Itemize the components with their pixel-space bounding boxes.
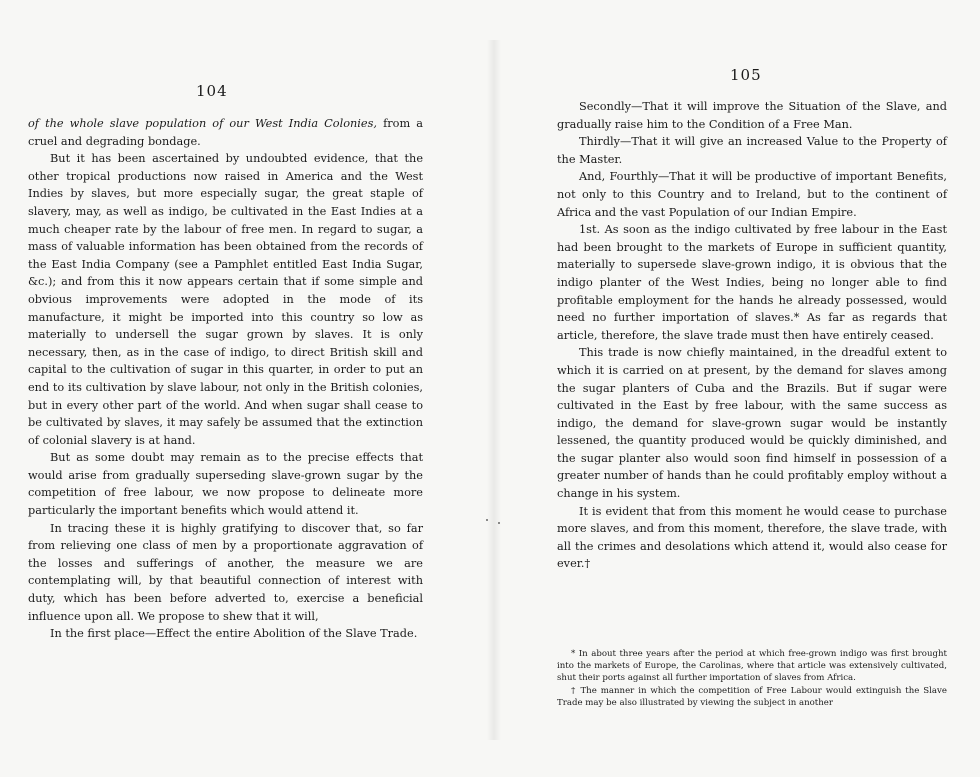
- page-number-left: 104: [196, 82, 228, 100]
- right-page-body: [557, 98, 947, 573]
- paragraph: 1st. As soon as the indigo cultivated by free labour in the East had been brought to the markets of Europe in sufficient quantity, materially to supersede slave-grown indigo, it is obvious that the indigo planter of the West Indies, being no longer able to find profitable employment for the hands he already possessed, would need no further importation of slaves.* As far as regards that article, therefore, the slave trade must then have entirely ceased.: [557, 223, 947, 342]
- footnote: * In about three years after the period at which free-grown indigo was first brought into the markets of Europe, the Carolinas, where that article was extensively cultivated, shut their ports against all further importation of slaves from Africa.: [557, 649, 947, 684]
- page-number-right: 105: [730, 66, 762, 84]
- opening-line: [28, 115, 423, 150]
- left-page-body: [28, 115, 423, 643]
- paragraph: This trade is now chiefly maintained, in the dreadful extent to which it is carried on at present, by the demand for slaves among the sugar planters of Cuba and the Brazils. But if sugar were cultivated in the East by free labour, with the same success as indigo, the demand for slave-grown sugar would be instantly lessened, the quantity produced would be quickly diminished, and the sugar planter also would soon find himself in possession of a greater number of hands than he could profitably employ without a change in his system.: [557, 346, 947, 501]
- paragraph: Thirdly—That it will give an increased Value to the Property of the Master.: [557, 135, 947, 166]
- speck: [498, 522, 500, 524]
- paragraph: In the first place—Effect the entire Abolition of the Slave Trade.: [50, 627, 418, 641]
- paragraph: It is evident that from this moment he would cease to purchase more slaves, and from this moment, therefore, the slave trade, with all the crimes and desolations which attend it, would also cease for ever.†: [557, 504, 947, 571]
- paragraph: In tracing these it is highly gratifying to discover that, so far from relieving one class of men by a proportionate aggravation of the losses and sufferings of another, the measure we are contemplating will, by that beautiful connection of interest with duty, which has been before adverted to, exercise a beneficial influence upon all. We propose to shew that it will,: [28, 521, 423, 623]
- paragraph: But it has been ascertained by undoubted evidence, that the other tropical productions now raised in America and the West Indies by slaves, but more especially sugar, the great staple of slavery, may, as well as indigo, be cultivated in the East Indies at a much cheaper rate by the labour of free men. In regard to sugar, a mass of valuable information has been obtained from the records of the East India Company (see a Pamphlet entitled East India Sugar, &c.); and from this it now appears certain that if some simple and obvious improvements were adopted in the mode of its manufacture, it might be imported into this country so low as materially to undersell the sugar grown by slaves. It is only necessary, then, as in the case of indigo, to direct British skill and capital to the cultivation of sugar in this quarter, in order to put an end to its cultivation by slave labour, not only in the British colonies, but in every other part of the world. And when sugar shall cease to be cultivated by slaves, it may safely be assumed that the extinction of colonial slavery is at hand.: [28, 152, 423, 447]
- footnote: † The manner in which the competition of Free Labour would extinguish the Slave Trade may be also illustrated by viewing the subject in another: [557, 685, 947, 708]
- book-gutter: [487, 40, 501, 740]
- paragraph: And, Fourthly—That it will be productive of important Benefits, not only to this Country and to Ireland, but to the continent of Africa and the vast Population of our Indian Empire.: [557, 170, 947, 219]
- paragraph: Secondly—That it will improve the Situation of the Slave, and gradually raise him to the Condition of a Free Man.: [557, 100, 947, 131]
- opening-rest: from a cruel and degrading bondage.: [28, 117, 423, 148]
- opening-italic: of the whole slave population of our West India Colonies,: [28, 117, 377, 130]
- footnotes: [557, 648, 947, 709]
- paragraph: But as some doubt may remain as to the precise effects that would arise from gradually superseding slave-grown sugar by the competition of free labour, we now propose to delineate more particularly the important benefits which would attend it.: [28, 451, 423, 518]
- speck: [486, 519, 488, 521]
